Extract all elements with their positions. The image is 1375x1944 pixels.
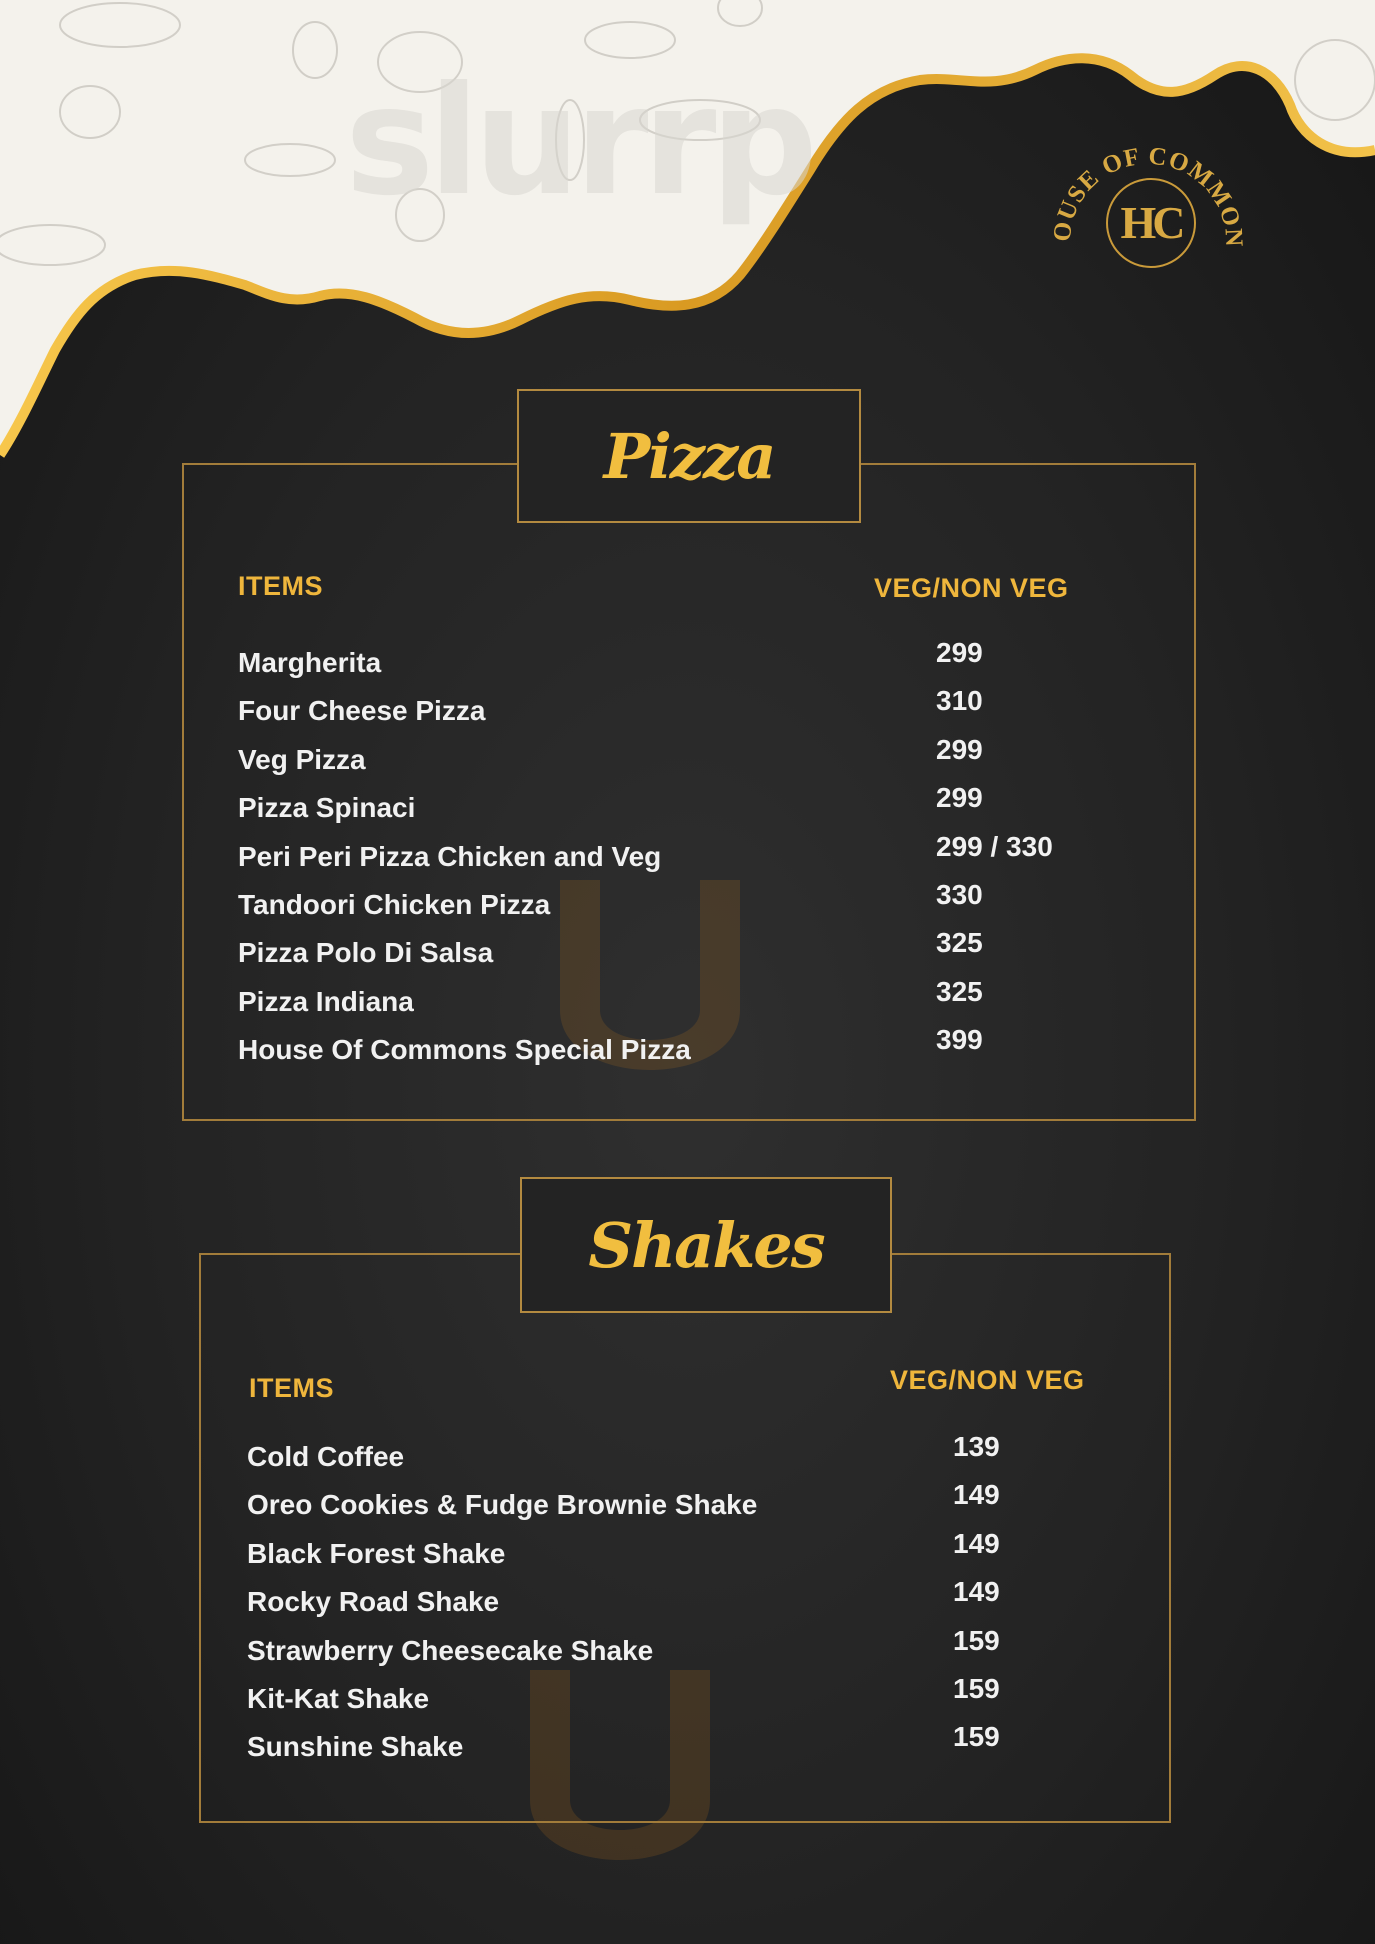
menu-item-row — [247, 1576, 1147, 1630]
menu-item-name: Pizza Polo Di Salsa — [238, 937, 494, 969]
pizza-items-header: ITEMS — [238, 571, 324, 601]
menu-item-name: Black Forest Shake — [247, 1537, 506, 1569]
menu-item-row — [238, 637, 1138, 691]
menu-item-row — [247, 1721, 1147, 1775]
menu-item-name: Rocky Road Shake — [247, 1586, 500, 1618]
menu-item-price: 299 — [936, 733, 983, 765]
menu-item-name: House Of Commons Special Pizza — [238, 1034, 691, 1066]
shakes-items-header: ITEMS — [249, 1373, 335, 1403]
menu-item-name: Veg Pizza — [238, 743, 366, 775]
shakes-title-box — [520, 1177, 892, 1313]
menu-item-price: 325 — [936, 927, 983, 959]
pizza-title-box — [517, 389, 861, 523]
menu-item-price: 159 — [953, 1673, 1000, 1704]
menu-item-name: Kit-Kat Shake — [247, 1683, 430, 1714]
menu-item-row — [238, 975, 1138, 1030]
menu-item-name: Strawberry Cheesecake Shake — [247, 1634, 654, 1666]
menu-item-name: Four Cheese Pizza — [238, 695, 486, 727]
menu-item-name: Margherita — [238, 647, 382, 678]
menu-item-row — [247, 1527, 1147, 1582]
menu-item-row — [238, 782, 1138, 836]
shakes-section-frame — [199, 1253, 1171, 1823]
menu-item-row — [247, 1624, 1147, 1679]
menu-item-row — [238, 733, 1138, 788]
menu-item-price: 149 — [953, 1576, 1000, 1608]
menu-item-price: 399 — [936, 1024, 983, 1056]
menu-item-price: 159 — [953, 1721, 1000, 1753]
menu-item-name: Peri Peri Pizza Chicken and Veg — [238, 840, 662, 872]
menu-item-price: 139 — [953, 1431, 1000, 1462]
logo-arc-text: OUSE OF COMMON — [1048, 142, 1248, 249]
menu-item-price: 299 / 330 — [936, 830, 1053, 862]
shakes-price-header: VEG/NON VEG — [890, 1365, 1085, 1395]
menu-item-row — [238, 830, 1138, 885]
pizza-section-frame — [182, 463, 1196, 1121]
menu-item-price: 330 — [936, 879, 983, 910]
menu-item-row — [247, 1673, 1147, 1727]
menu-item-name: Sunshine Shake — [247, 1731, 464, 1763]
menu-item-name: Oreo Cookies & Fudge Brownie Shake — [247, 1489, 758, 1521]
menu-item-row — [238, 685, 1138, 739]
menu-item-price: 159 — [953, 1624, 1000, 1656]
menu-item-name: Pizza Spinaci — [238, 792, 416, 824]
menu-item-name: Tandoori Chicken Pizza — [238, 889, 551, 920]
pizza-title: Pizza — [603, 419, 775, 493]
menu-item-name: Pizza Indiana — [238, 985, 414, 1017]
menu-item-price: 149 — [953, 1527, 1000, 1559]
menu-item-row — [238, 879, 1138, 933]
shakes-title: Shakes — [588, 1208, 824, 1282]
house-of-commons-logo — [1048, 122, 1248, 292]
menu-item-row — [247, 1431, 1147, 1485]
watermark-logo: slurrp — [345, 55, 812, 229]
menu-item-name: Cold Coffee — [247, 1441, 405, 1472]
menu-item-price: 149 — [953, 1479, 1000, 1511]
menu-item-price: 299 — [936, 782, 983, 814]
menu-item-price: 310 — [936, 685, 983, 717]
menu-item-row — [238, 927, 1138, 981]
menu-item-price: 325 — [936, 975, 983, 1007]
menu-item-row — [238, 1024, 1138, 1078]
pizza-price-header: VEG/NON VEG — [874, 573, 1069, 603]
logo-monogram: HC — [1106, 178, 1196, 268]
menu-item-price: 299 — [936, 637, 983, 668]
menu-item-row — [247, 1479, 1147, 1533]
